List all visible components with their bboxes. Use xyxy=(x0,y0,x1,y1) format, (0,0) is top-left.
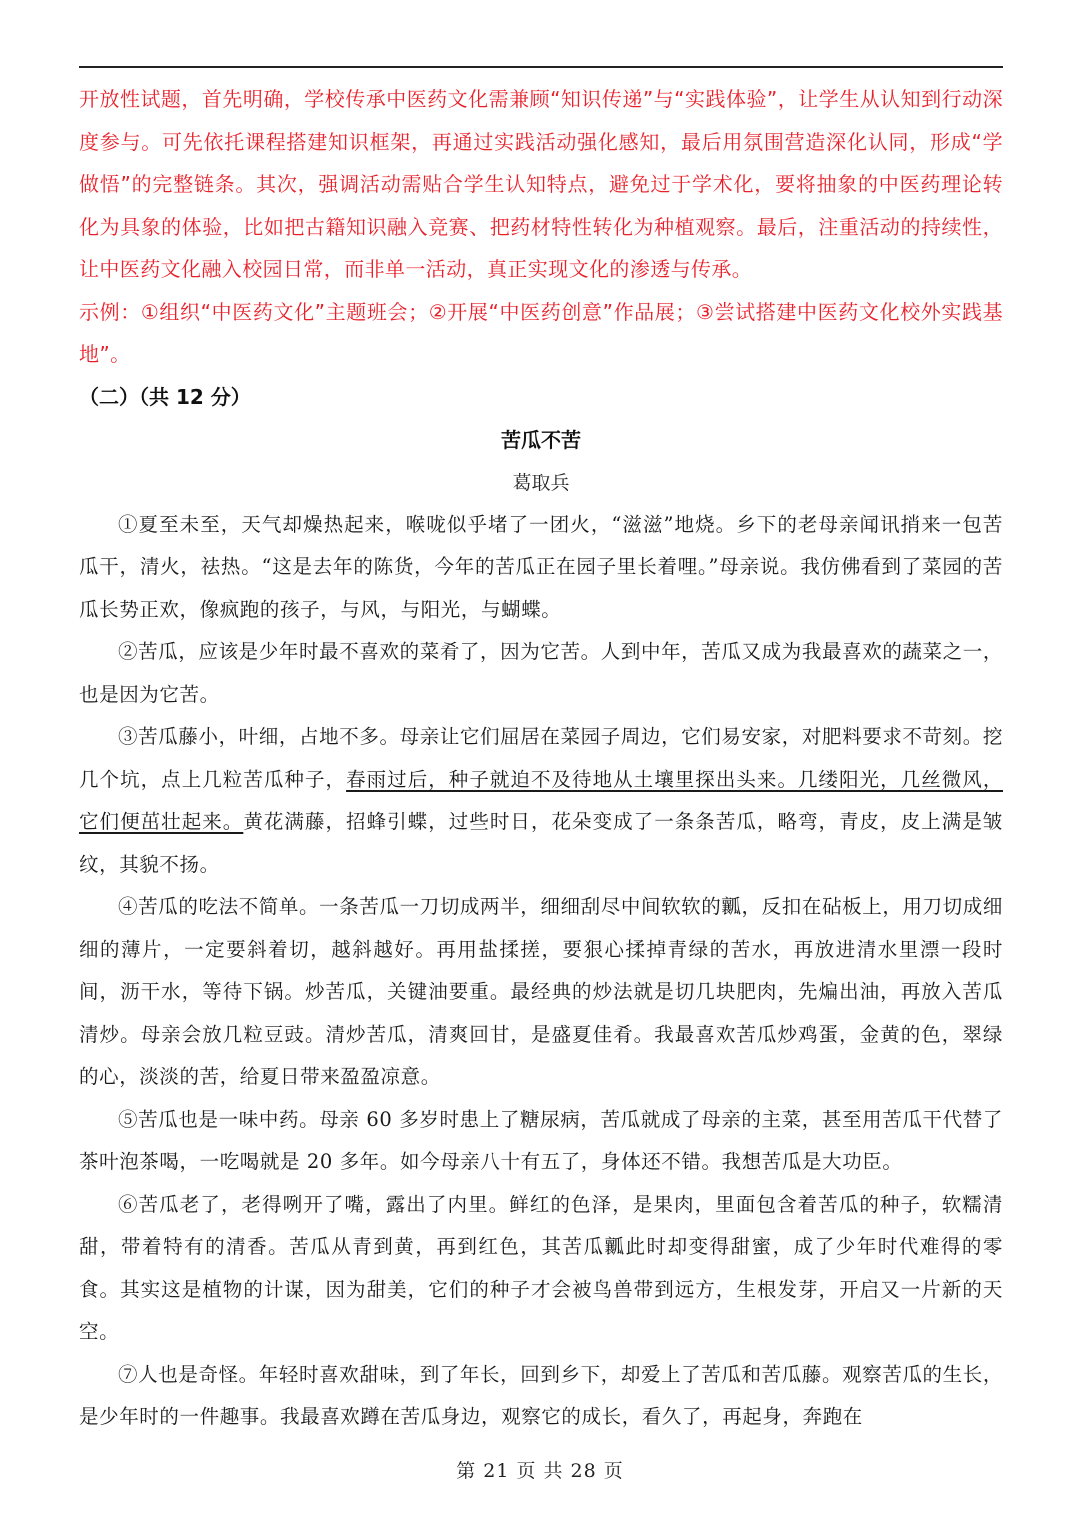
essay-paragraph-4: ④苦瓜的吃法不简单。一条苦瓜一刀切成两半，细细刮尽中间软软的瓤，反扣在砧板上，用刀切成细细的薄片，一定要斜着切，越斜越好。再用盐揉搓，要狠心揉掉青绿的苦水，再放进清水里漂一段时间，沥干水，等待下锅。炒苦瓜，关键油要重。最经典的炒法就是切几块肥肉，先煸出油，再放入苦瓜清炒。母亲会放几粒豆豉。清炒苦瓜，清爽回甘，是盛夏佳肴。我最喜欢苦瓜炒鸡蛋，金黄的色，翠绿的心，淡淡的苦，给夏日带来盈盈凉意。 xyxy=(79,895,1003,1088)
page-content xyxy=(79,78,1003,1439)
paragraph-3-text-after: 黄花满藤，招蜂引蝶，过些时日，花朵变成了一条条苦瓜，略弯，青皮，皮上满是皱纹，其貌不扬。 xyxy=(79,810,1003,876)
answer-analysis: 开放性试题，首先明确，学校传承中医药文化需兼顾“知识传递”与“实践体验”，让学生从认知到行动深度参与。可先依托课程搭建知识框架，再通过实践活动强化感知，最后用氛围营造深化认同，形成“学做悟”的完整链条。其次，强调活动需贴合学生认知特点，避免过于学术化，要将抽象的中医药理论转化为具象的体验，比如把古籍知识融入竞赛、把药材特性转化为种植观察。最后，注重活动的持续性，让中医药文化融入校园日常，而非单一活动，真正实现文化的渗透与传承。 xyxy=(79,87,1003,281)
essay-paragraph-3 xyxy=(79,716,1003,886)
essay-author: 葛取兵 xyxy=(512,471,570,494)
essay-paragraph-1: ①夏至未至，天气却燥热起来，喉咙似乎堵了一团火，“滋滋”地烧。乡下的老母亲闻讯捎来一包苦瓜干，清火，祛热。“这是去年的陈货，今年的苦瓜正在园子里长着哩。”母亲说。我仿佛看到了菜园的苦瓜长势正欢，像疯跑的孩子，与风，与阳光，与蝴蝶。 xyxy=(79,512,1003,621)
paragraph-3-text-before: ③苦瓜藤小，叶细，占地不多。母亲让它们屈居在菜园子周边，它们易安家，对肥料要求不苛刻。挖几个坑，点上几粒苦瓜种子， xyxy=(79,725,1003,791)
essay-paragraph-5: ⑤苦瓜也是一味中药。母亲 60 多岁时患上了糖尿病，苦瓜就成了母亲的主菜，甚至用苦瓜干代替了茶叶泡茶喝，一吃喝就是 20 多年。如今母亲八十有五了，身体还不错。我想苦瓜是大功臣。 xyxy=(79,1107,1003,1173)
section-heading: （二）（共 12 分） xyxy=(79,384,251,409)
essay-title: 苦瓜不苦 xyxy=(501,427,581,452)
essay-paragraph-7: ⑦人也是奇怪。年轻时喜欢甜味，到了年长，回到乡下，却爱上了苦瓜和苦瓜藤。观察苦瓜的生长，是少年时的一件趣事。我最喜欢蹲在苦瓜身边，观察它的成长，看久了，再起身，奔跑在 xyxy=(79,1362,1003,1428)
page-number-footer: 第 21 页 共 28 页 xyxy=(456,1460,624,1482)
essay-paragraph-2: ②苦瓜，应该是少年时最不喜欢的菜肴了，因为它苦。人到中年，苦瓜又成为我最喜欢的蔬菜之一，也是因为它苦。 xyxy=(79,640,1003,706)
answer-example: 示例：①组织“中医药文化”主题班会；②开展“中医药创意”作品展；③尝试搭建中医药文化校外实践基地”。 xyxy=(79,299,1003,366)
paragraph-3-underlined-sentence: 春雨过后，种子就迫不及待地从土壤里探出头来。几缕阳光，几丝微风，它们便茁壮起来。 xyxy=(79,767,1003,833)
essay-paragraph-6: ⑥苦瓜老了，老得咧开了嘴，露出了内里。鲜红的色泽，是果肉，里面包含着苦瓜的种子，软糯清甜，带着特有的清香。苦瓜从青到黄，再到红色，其苦瓜瓤此时却变得甜蜜，成了少年时代难得的零食。其实这是植物的计谋，因为甜美，它们的种子才会被鸟兽带到远方，生根发芽，开启又一片新的天空。 xyxy=(79,1192,1003,1343)
top-divider xyxy=(79,66,1003,68)
